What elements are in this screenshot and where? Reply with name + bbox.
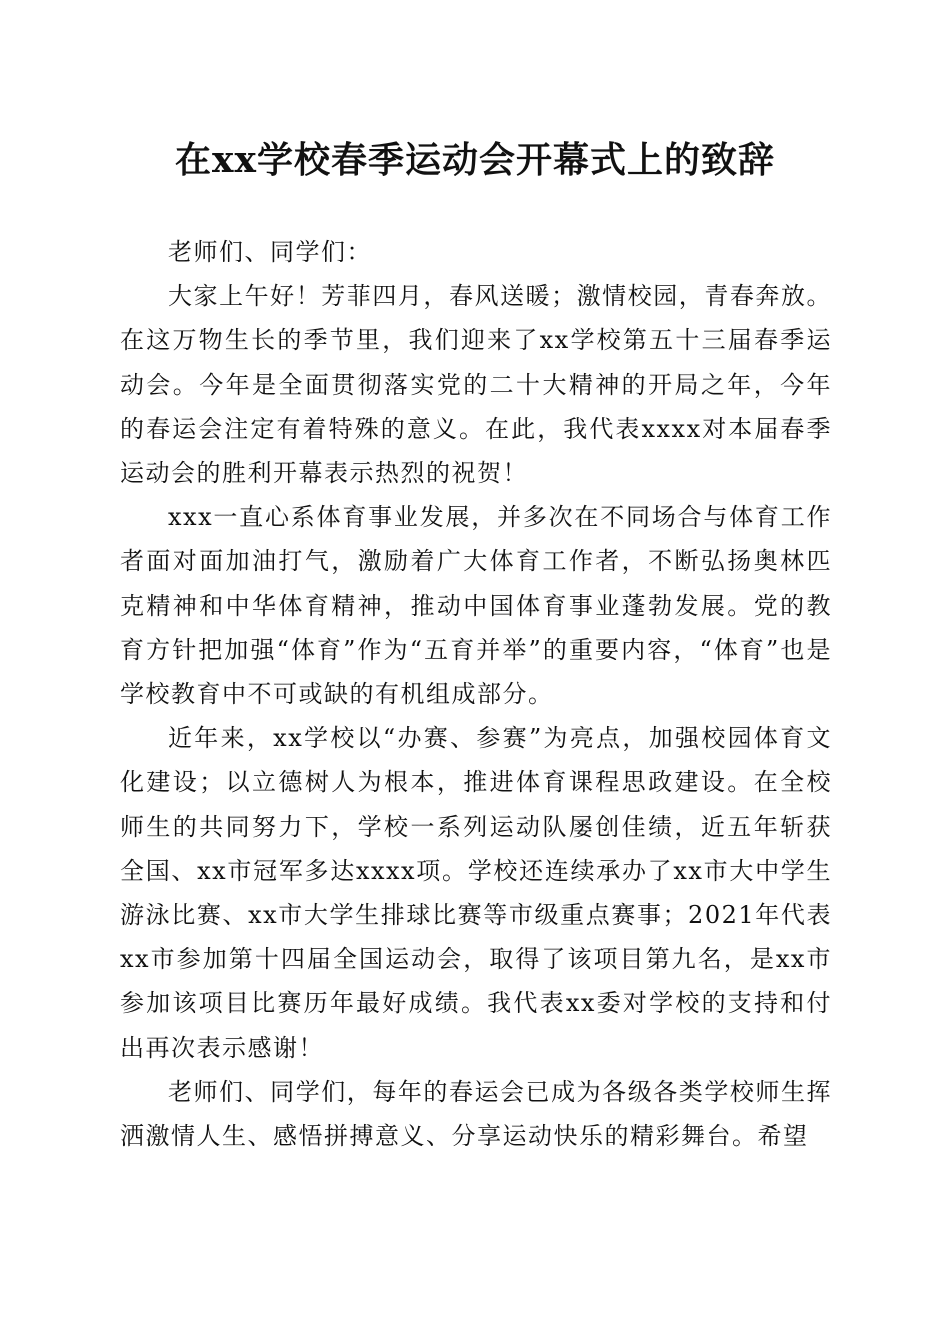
paragraph-school-achievements: 近年来，xx学校以“办赛、参赛”为亮点，加强校园体育文化建设；以立德树人为根本，推进体育课程思政建设。在全校师生的共同努力下，学校一系列运动队屡创佳绩，近五年斩获全国、xx市冠军多达xxxx项。学校还连续承办了xx市大中学生游泳比赛、xx市大学生排球比赛等市级重点赛事；2021年代表xx市参加第十四届全国运动会，取得了该项目第九名，是xx市参加该项目比赛历年最好成绩。我代表xx委对学校的支持和付出再次表示感谢！ (120, 724, 832, 1062)
paragraph-sports-development: xxx一直心系体育事业发展，并多次在不同场合与体育工作者面对面加油打气，激励着广大体育工作者，不断弘扬奥林匹克精神和中华体育精神，推动中国体育事业蓬勃发展。党的教育方针把加强“体育”作为“五育并举”的重要内容，“体育”也是学校教育中不可或缺的有机组成部分。 (120, 503, 832, 709)
document-body (120, 230, 832, 1158)
document-title: 在xx学校春季运动会开幕式上的致辞 (175, 139, 775, 181)
paragraph-closing: 老师们、同学们，每年的春运会已成为各级各类学校师生挥洒激情人生、感悟拼搏意义、分享运动快乐的精彩舞台。希望 (120, 1077, 832, 1151)
paragraph-greeting: 大家上午好！芳菲四月，春风送暖；激情校园，青春奔放。在这万物生长的季节里，我们迎来了xx学校第五十三届春季运动会。今年是全面贯彻落实党的二十大精神的开局之年，今年的春运会注定有着特殊的意义。在此，我代表xxxx对本届春季运动会的胜利开幕表示热烈的祝贺！ (120, 282, 832, 488)
salutation: 老师们、同学们： (168, 238, 372, 266)
